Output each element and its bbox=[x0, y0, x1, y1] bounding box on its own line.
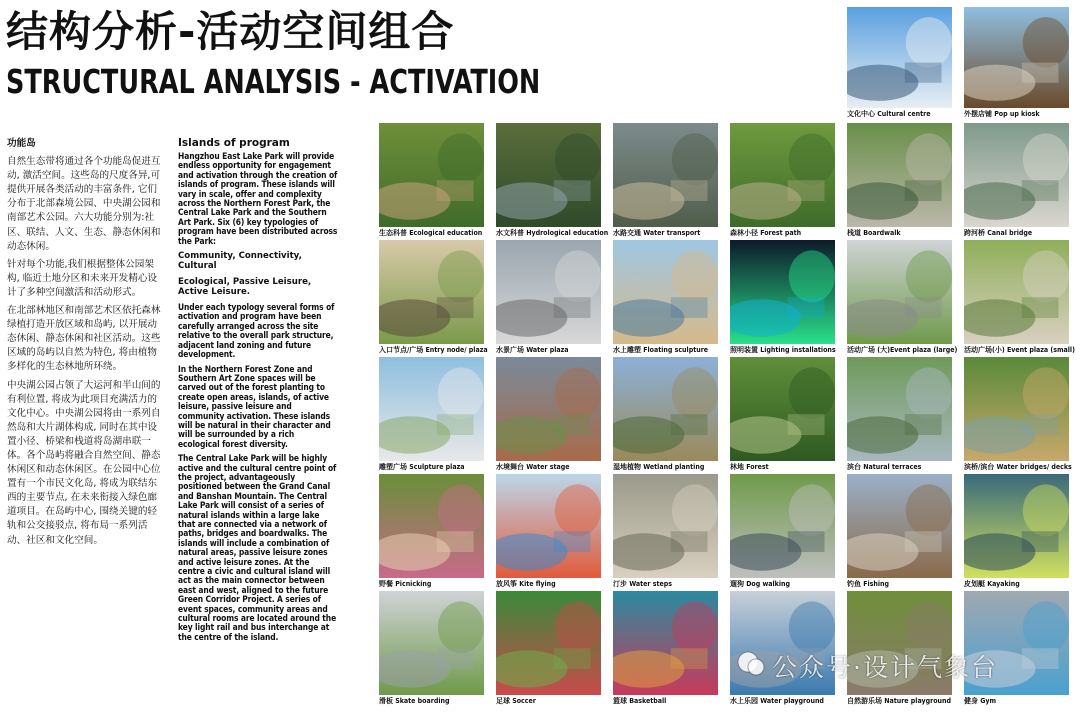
photo-tile-path bbox=[730, 123, 835, 239]
photo-plaza bbox=[847, 240, 952, 344]
english-text-column bbox=[178, 137, 338, 647]
photo-tile-soccer bbox=[496, 591, 601, 707]
photo-caption: 遛狗 Dog walking bbox=[730, 580, 791, 588]
photo-caption: 放风筝 Kite flying bbox=[496, 580, 556, 588]
cn-paragraph-1: 自然生态带将通过各个功能岛促进互动, 激活空间。这些岛的尺度各异,可提供开展各类活动的丰富条件, 它们分布于北部森境公园、中央湖公园和南部艺术公园。六大功能分别为:社区、联结、人文、生态、静态休闲和动态休闲。 bbox=[7, 156, 161, 252]
photo-caption: 滑板 Skate boarding bbox=[379, 697, 450, 705]
photo-caption: 跨河桥 Canal bridge bbox=[964, 229, 1033, 237]
photo-caption: 健身 Gym bbox=[964, 697, 997, 705]
photo-bridge bbox=[964, 123, 1069, 227]
en-typology-line-1: Community, Connectivity, Cultural bbox=[178, 251, 302, 272]
photo-dog bbox=[730, 474, 835, 578]
photo-caption: 生态科普 Ecological education bbox=[379, 229, 483, 237]
photo-caption: 皮划艇 Kayaking bbox=[964, 580, 1020, 588]
photo-fountain bbox=[496, 240, 601, 344]
photo-tile-forest bbox=[730, 357, 835, 473]
photo-tile-entry bbox=[379, 240, 488, 356]
cn-heading: 功能岛 bbox=[7, 138, 36, 149]
en-paragraph-3: In the Northern Forest Zone and Southern Art Zone spaces will be carved out of the forest planting to create open areas, islands, of active leisure, passive leisure and community activation. These islands will be natural in their character and will be surrounded by a rich ecological forest diversity. bbox=[178, 363, 331, 449]
photo-caption: 活动广场(小) Event plaza (small) bbox=[964, 346, 1075, 354]
photo-fishing bbox=[847, 474, 952, 578]
photo-tile-fishing bbox=[847, 474, 952, 590]
photo-tile-skate bbox=[379, 591, 484, 707]
photo-tile-steps bbox=[613, 474, 718, 590]
photo-tile-basketball bbox=[613, 591, 718, 707]
page-title-cn: 结构分析-活动空间组合 bbox=[6, 7, 455, 56]
photo-tile-floating bbox=[613, 240, 718, 356]
photo-kids bbox=[379, 123, 484, 227]
photo-floating bbox=[613, 240, 718, 344]
photo-caption: 水境舞台 Water stage bbox=[496, 463, 570, 471]
photo-tile-wetland2 bbox=[613, 357, 718, 473]
cn-paragraph-2: 针对每个功能,我们根据整体公园架构, 临近土地分区和未来开发精心设计了多种空间激活和活动形式。 bbox=[7, 258, 158, 298]
watermark: 公众号·设计气象台 bbox=[772, 653, 998, 682]
photo-caption: 雕塑广场 Sculpture plaza bbox=[379, 463, 465, 471]
photo-caption: 滨桥/滨台 Water bridges/ decks bbox=[964, 463, 1072, 471]
photo-caption: 森林小径 Forest path bbox=[730, 229, 802, 237]
photo-picnic bbox=[379, 474, 484, 578]
photo-tile-picnic bbox=[379, 474, 484, 590]
photo-tile-wetland bbox=[496, 123, 609, 239]
photo-boat bbox=[613, 123, 718, 227]
photo-tile-kite bbox=[496, 474, 601, 590]
photo-caption: 自然游乐场 Nature playground bbox=[847, 697, 951, 705]
wechat-icon bbox=[736, 649, 766, 679]
photo-boardwalk bbox=[847, 123, 952, 227]
photo-forest bbox=[730, 357, 835, 461]
photo-steps bbox=[613, 474, 718, 578]
cn-paragraph-3: 在北部林地区和南部艺术区依托森林绿植打造开放区域和岛屿, 以开展动态休闲、静态休闲和社区活动。这些区域的岛屿以自然为特色, 将由植物多样化的生态林地所环绕。 bbox=[7, 305, 161, 373]
photo-caption: 文化中心 Cultural centre bbox=[847, 110, 931, 118]
photo-caption: 林地 Forest bbox=[730, 463, 769, 471]
photo-kiosk bbox=[964, 7, 1069, 108]
photo-caption: 足球 Soccer bbox=[496, 697, 536, 705]
photo-path bbox=[730, 123, 835, 227]
photo-caption: 野餐 Picnicking bbox=[379, 580, 432, 588]
photo-caption: 钓鱼 Fishing bbox=[847, 580, 890, 588]
photo-tile-stage bbox=[496, 357, 601, 473]
photo-caption: 湿地植物 Wetland planting bbox=[613, 463, 705, 471]
cn-paragraph-4: 中央湖公园占领了大运河和半山间的有利位置, 将成为此项目充满活力的文化中心。中央湖公园将由一系列自然岛和大片湖体构成, 同时在其中设置小径、桥梁和栈道将岛湖串联一体。各个岛屿将融合自然空间、静态休闲区和动态休闲区。在公园中心位置有一个市民文化岛, 将成为联结东西的主要节点, 在未来衔接入绿色廊道项目。在岛屿中心, 围绕关键的轻轨和公交接驳点, 将布局一系列活动、社区和文化空间。 bbox=[7, 379, 161, 546]
photo-basketball bbox=[613, 591, 718, 695]
photo-wetland2 bbox=[613, 357, 718, 461]
photo-tile-dog bbox=[730, 474, 835, 590]
photo-building bbox=[847, 7, 952, 108]
photo-caption: 水文科普 Hydrological education bbox=[496, 229, 609, 237]
photo-caption: 栈道 Boardwalk bbox=[847, 229, 901, 237]
photo-soccer bbox=[496, 591, 601, 695]
photo-tile-kayak bbox=[964, 474, 1069, 590]
photo-tile-plaza bbox=[847, 240, 958, 356]
photo-tile-bridge bbox=[964, 123, 1069, 239]
photo-entry bbox=[379, 240, 484, 344]
en-paragraph-1: Hangzhou East Lake Park will provide endless opportunity for engagement and activation through the creation of islands of program. These islands will vary in scale, offer and complexity across the Northern Forest Park, the Central Lake Park and the Southern Art Park. Six (6) key typologies of program have been distributed across the Park: bbox=[178, 151, 338, 246]
en-typology-line-2: Ecological, Passive Leisure, Active Leisure. bbox=[178, 277, 312, 298]
photo-tile-terraces bbox=[847, 357, 952, 473]
photo-caption: 活动广场 (大)Event plaza (large) bbox=[847, 346, 958, 354]
en-paragraph-4: The Central Lake Park will be highly active and the cultural centre point of the project, advantageously positioned between the Grand Canal and Banshan Mountain. The Central Lake Park will consist of a series of natural islands within a large lake that are connected via a network of paths, bridges and boardwalks. The islands will include a combination of natural areas, passive leisure zones and active leisure zones. At the centre a civic and cultural island will act as the main connector between east and west, aligned to the future Green Corridor Project. A series of event spaces, community areas and cultural rooms are located around the key light rail and bus interchange at the centre of the island. bbox=[178, 453, 337, 642]
photo-tile-building bbox=[847, 7, 952, 120]
photo-caption: 水上乐园 Water playground bbox=[730, 697, 824, 705]
photo-plaza2 bbox=[964, 240, 1069, 344]
photo-caption: 滨台 Natural terraces bbox=[847, 463, 922, 471]
chinese-text-column bbox=[7, 137, 165, 552]
photo-sculpture bbox=[379, 357, 484, 461]
photo-tile-lights bbox=[730, 240, 835, 356]
photo-tile-fountain bbox=[496, 240, 601, 356]
photo-skate bbox=[379, 591, 484, 695]
page-title-en: STRUCTURAL ANALYSIS - ACTIVATION bbox=[6, 62, 541, 101]
photo-tile-kids bbox=[379, 123, 484, 239]
photo-tile-boat bbox=[613, 123, 718, 239]
photo-caption: 外摆店铺 Pop up kiosk bbox=[964, 110, 1040, 118]
photo-tile-kiosk bbox=[964, 7, 1069, 120]
photo-kayak bbox=[964, 474, 1069, 578]
en-heading: Islands of program bbox=[178, 137, 290, 149]
photo-terraces bbox=[847, 357, 952, 461]
photo-caption: 汀步 Water steps bbox=[613, 580, 673, 588]
photo-caption: 篮球 Basketball bbox=[613, 697, 667, 705]
photo-caption: 水上雕塑 Floating sculpture bbox=[613, 346, 709, 354]
en-paragraph-2: Under each typology several forms of activation and program have been carefully arranged across the site relative to the overall park structure, adjacent land zoning and future development. bbox=[178, 302, 335, 360]
photo-tile-decks bbox=[964, 357, 1072, 473]
photo-caption: 水路交通 Water transport bbox=[613, 229, 701, 237]
photo-stage bbox=[496, 357, 601, 461]
photo-kite bbox=[496, 474, 601, 578]
photo-tile-sculpture bbox=[379, 357, 484, 473]
photo-lights bbox=[730, 240, 835, 344]
photo-tile-plaza2 bbox=[964, 240, 1075, 356]
photo-wetland bbox=[496, 123, 601, 227]
photo-tile-boardwalk bbox=[847, 123, 952, 239]
photo-decks bbox=[964, 357, 1069, 461]
photo-caption: 入口节点/广场 Entry node/ plaza bbox=[379, 346, 488, 354]
photo-caption: 照明装置 Lighting installations bbox=[730, 346, 836, 354]
photo-caption: 水景广场 Water plaza bbox=[496, 346, 569, 354]
